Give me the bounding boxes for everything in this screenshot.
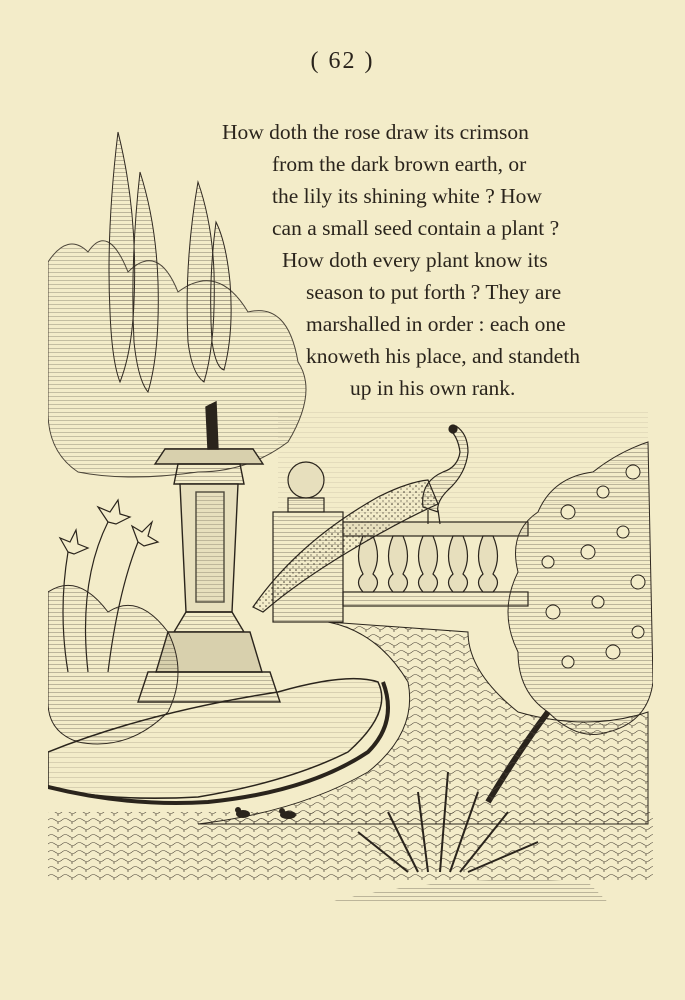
foreground-ground [328,880,608,903]
verse-line: knoweth his place, and standeth [306,344,581,368]
path-foreground [48,812,653,882]
foliage-left [48,241,306,477]
verse-line: from the dark brown earth, or [272,152,527,176]
verse-line: season to put forth ? They are [306,280,562,304]
verse-line: marshalled in order : each one [306,312,566,336]
page-number: ( 62 ) [310,48,375,74]
verse-line: the lily its shining white ? How [272,184,542,208]
verse-line: can a small seed contain a plant ? [272,216,560,240]
verse-line: How doth every plant know its [282,248,548,272]
verse-line: How doth the rose draw its crimson [222,120,529,144]
verse-line: up in his own rank. [350,376,516,400]
